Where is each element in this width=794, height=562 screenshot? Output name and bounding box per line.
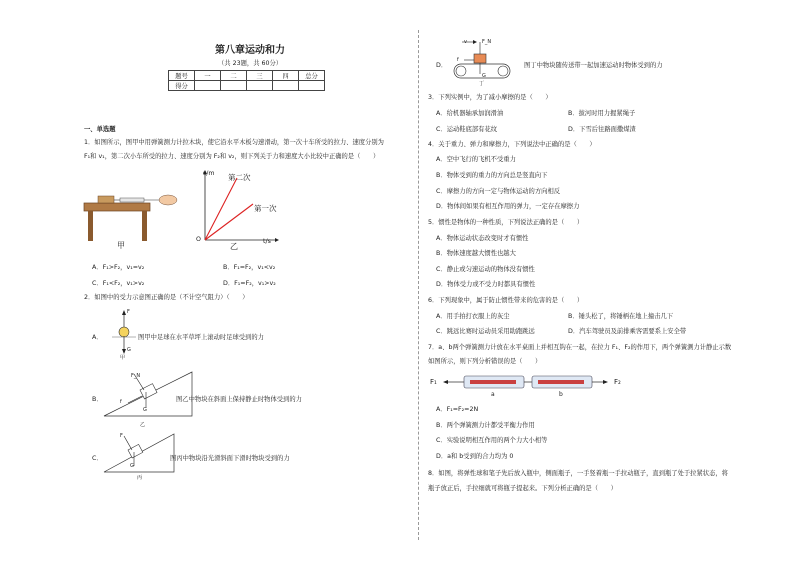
q1-option-c[interactable]: C．F₁<F₂，v₁>v₂ [92,280,145,287]
q2-option-a[interactable]: A． [92,334,103,341]
q2c-sym-f: F [120,433,123,439]
force-arrow-f [124,436,132,450]
q7-label-a: a [491,391,495,398]
table-leg [142,211,147,241]
score-table-row [169,71,325,81]
q5-option-b[interactable]: B．物体速度越大惯性也越大 [436,250,516,257]
q6-stem: 6．下列现象中，属于防止惯性带来的危害的是（ ） [428,297,584,304]
hand-icon [159,195,177,205]
q2-option-d-text: 图丁中物块随传送带一起加速运动时物体受到的力 [524,62,663,69]
q7-option-a[interactable]: A．F₁=F₂=2N [436,406,479,413]
table-cell[interactable] [221,81,247,91]
wood-block [98,196,114,203]
q2-option-a-text: 图甲中足球在水平草坪上滚动时足球受到的力 [138,334,264,341]
q2a-sym-g: G [127,347,131,353]
q7-label-f1: F₁ [430,378,437,386]
page-subtitle: （共 23题，共 60分） [218,60,283,67]
q5-option-a[interactable]: A．物体运动状态改变时才有惯性 [436,235,529,242]
q2-figure-jia [112,310,136,358]
q2-figure-label-yi: 乙 [140,422,146,428]
q4-stem: 4．关于重力、弹力和摩擦力，下列说法中正确的是（ ） [428,141,596,148]
series-line-first [205,204,253,240]
block [474,54,486,63]
series-label-first: 第一次 [254,204,277,213]
pulley-icon [456,66,466,76]
spring-scale-a-indicator [470,380,516,384]
q6-option-c[interactable]: C．跳远比赛时运动员采用助跑跳远 [436,328,535,335]
q6-option-b[interactable]: B．锤头松了，将锤柄在地上撞击几下 [568,313,674,320]
q2a-sym-f: F [127,309,130,315]
q3-option-b[interactable]: B．拔河时用力握紧绳子 [568,110,636,117]
table-leg [88,211,93,241]
table-cell: 四 [273,71,299,81]
spring-scale [120,198,144,202]
q5-stem: 5．惯性是物体的一种性质，下列说法正确的是（ ） [428,219,584,226]
q2-figure-bing [104,430,176,474]
q2b-sym-fn: F_N [131,373,141,379]
graph-origin-label: O [196,236,201,243]
q2b-sym-f: f [120,399,122,405]
q1-option-d[interactable]: D．F₁=F₂，v₁>v₂ [223,280,276,287]
q4-option-c[interactable]: C．摩擦力的方向一定与物体运动的方向相反 [436,188,561,195]
q2-figure-label-jia: 甲 [120,355,126,361]
q6-option-d[interactable]: D．汽车驾驶员及前排乘客需要系上安全带 [568,328,687,335]
arrow-head-icon [603,380,608,384]
q4-option-d[interactable]: D．物体间如果有相互作用的弹力，一定存在摩擦力 [436,203,580,210]
table-top [84,203,150,211]
q2b-sym-g: G [143,407,147,413]
series-line-second [205,178,237,240]
table-cell[interactable] [195,81,221,91]
q2d-sym-f: f [457,57,459,63]
x-axis-arrow-icon [275,238,279,242]
football-icon [119,327,129,337]
q2d-sym-g: G [482,73,486,79]
q5-option-c[interactable]: C．静止或匀速运动的物体没有惯性 [436,266,535,273]
q2-option-b-text: 图乙中物块在斜面上保持静止时物体受到的力 [176,396,302,403]
q2-option-c[interactable]: C． [92,455,103,462]
q1-option-b[interactable]: B．F₁=F₂，v₁<v₂ [223,264,276,271]
arrow-head-icon [443,380,448,384]
q7-stem-line1: 7．a、b两个弹簧测力计放在水平桌面上并相互钩在一起，在拉力 F₁、F₂的作用下，两个弹簧测力计静止示数 [428,344,732,351]
arrow-head-icon [473,40,477,44]
score-table-row [169,81,325,91]
q3-option-c[interactable]: C．运动鞋底部有花纹 [436,126,498,133]
q7-figure [440,372,610,396]
table-cell: 题号 [169,71,195,81]
q3-option-a[interactable]: A．给机器轴承加润滑油 [436,110,504,117]
section-heading: 一、单选题 [84,126,116,133]
table-cell[interactable] [299,81,325,91]
q2d-sym-v: v [464,39,467,45]
q7-label-f2: F₂ [614,378,621,386]
q2-option-b[interactable]: B． [92,396,103,403]
q1-figure-label-yi: 乙 [230,242,238,251]
q7-option-c[interactable]: C．实验说明相互作用的两个力大小相等 [436,437,548,444]
q7-option-b[interactable]: B．两个弹簧测力计都受平衡力作用 [436,422,535,429]
table-cell: 三 [247,71,273,81]
q2-option-c-text: 图丙中物块沿光滑斜面下滑时物块受到的力 [170,455,290,462]
table-cell: 二 [221,71,247,81]
table-cell[interactable] [273,81,299,91]
series-label-second: 第二次 [228,173,251,182]
q2-figure-label-bing: 丙 [137,475,143,481]
table-cell: 总分 [299,71,325,81]
q1-stem-line2: F₁和 v₁，第二次小车所受的拉力、速度分别为 F₂和 v₂，则下列关于力和速度大小比较中正确的是（ ） [84,153,380,160]
table-cell: 得分 [169,81,195,91]
q2-figure-yi [104,370,194,420]
q7-label-b: b [559,391,563,398]
q2-stem: 2．如图中的受力示意图正确的是（不计空气阻力）（ ） [84,294,249,301]
force-arrow-friction [128,396,142,403]
pulley-icon [498,66,508,76]
q1-figure-jia [84,185,194,255]
q2-figure-label-ding: 丁 [479,81,485,87]
q7-option-d[interactable]: D．a和 b受到的合力均为 0 [436,453,514,460]
q4-option-a[interactable]: A．空中飞行的飞机不受重力 [436,156,516,163]
q3-stem: 3．下列实例中，为了减小摩擦的是（ ） [428,94,552,101]
spring-scale-b-indicator [538,380,584,384]
q8-stem-line2: 瓶子放正后，手拉细就可将瓶子提起来。下列分析正确的是（ ） [428,485,617,492]
q2-option-d[interactable]: D． [436,62,448,69]
q5-option-d[interactable]: D．物体受力或不受力时都具有惯性 [436,281,536,288]
page-title: 第八章运动和力 [215,45,285,56]
graph-x-label: t/s [263,238,271,245]
table-cell[interactable] [247,81,273,91]
q1-option-a[interactable]: A．F₁>F₂，v₁=v₂ [92,264,145,271]
q1-figure-label-jia: 甲 [117,241,125,250]
q4-option-b[interactable]: B．物体受到的重力的方向总是竖直向下 [436,172,548,179]
q3-option-d[interactable]: D．下雪后往路面撒煤渣 [568,126,636,133]
q6-option-a[interactable]: A．用手拍打衣服上的灰尘 [436,313,510,320]
arrow-head-icon [122,310,126,315]
score-table [168,70,325,91]
table-cell: 一 [195,71,221,81]
q8-stem-line1: 8．如图，将弹性球和笔子先后放入瓶中，侧面瓶子，一手竖着瓶一手拉动瓶子，直到瓶了处于拉紧状态，将 [428,470,728,477]
graph-y-label: s/m [203,170,215,177]
q2d-sym-fn: F_N [482,39,492,45]
q1-stem-line1: 1．如图所示，图甲中用弹簧测力计拉木块，使它沿水平木板匀速滑动，第一次十车所受的拉力、速度分别为 [84,139,384,146]
q2c-sym-g: G [130,463,134,469]
column-divider [418,30,419,540]
q7-stem-line2: 如图所示，则下列分析错误的是（ ） [428,358,542,365]
